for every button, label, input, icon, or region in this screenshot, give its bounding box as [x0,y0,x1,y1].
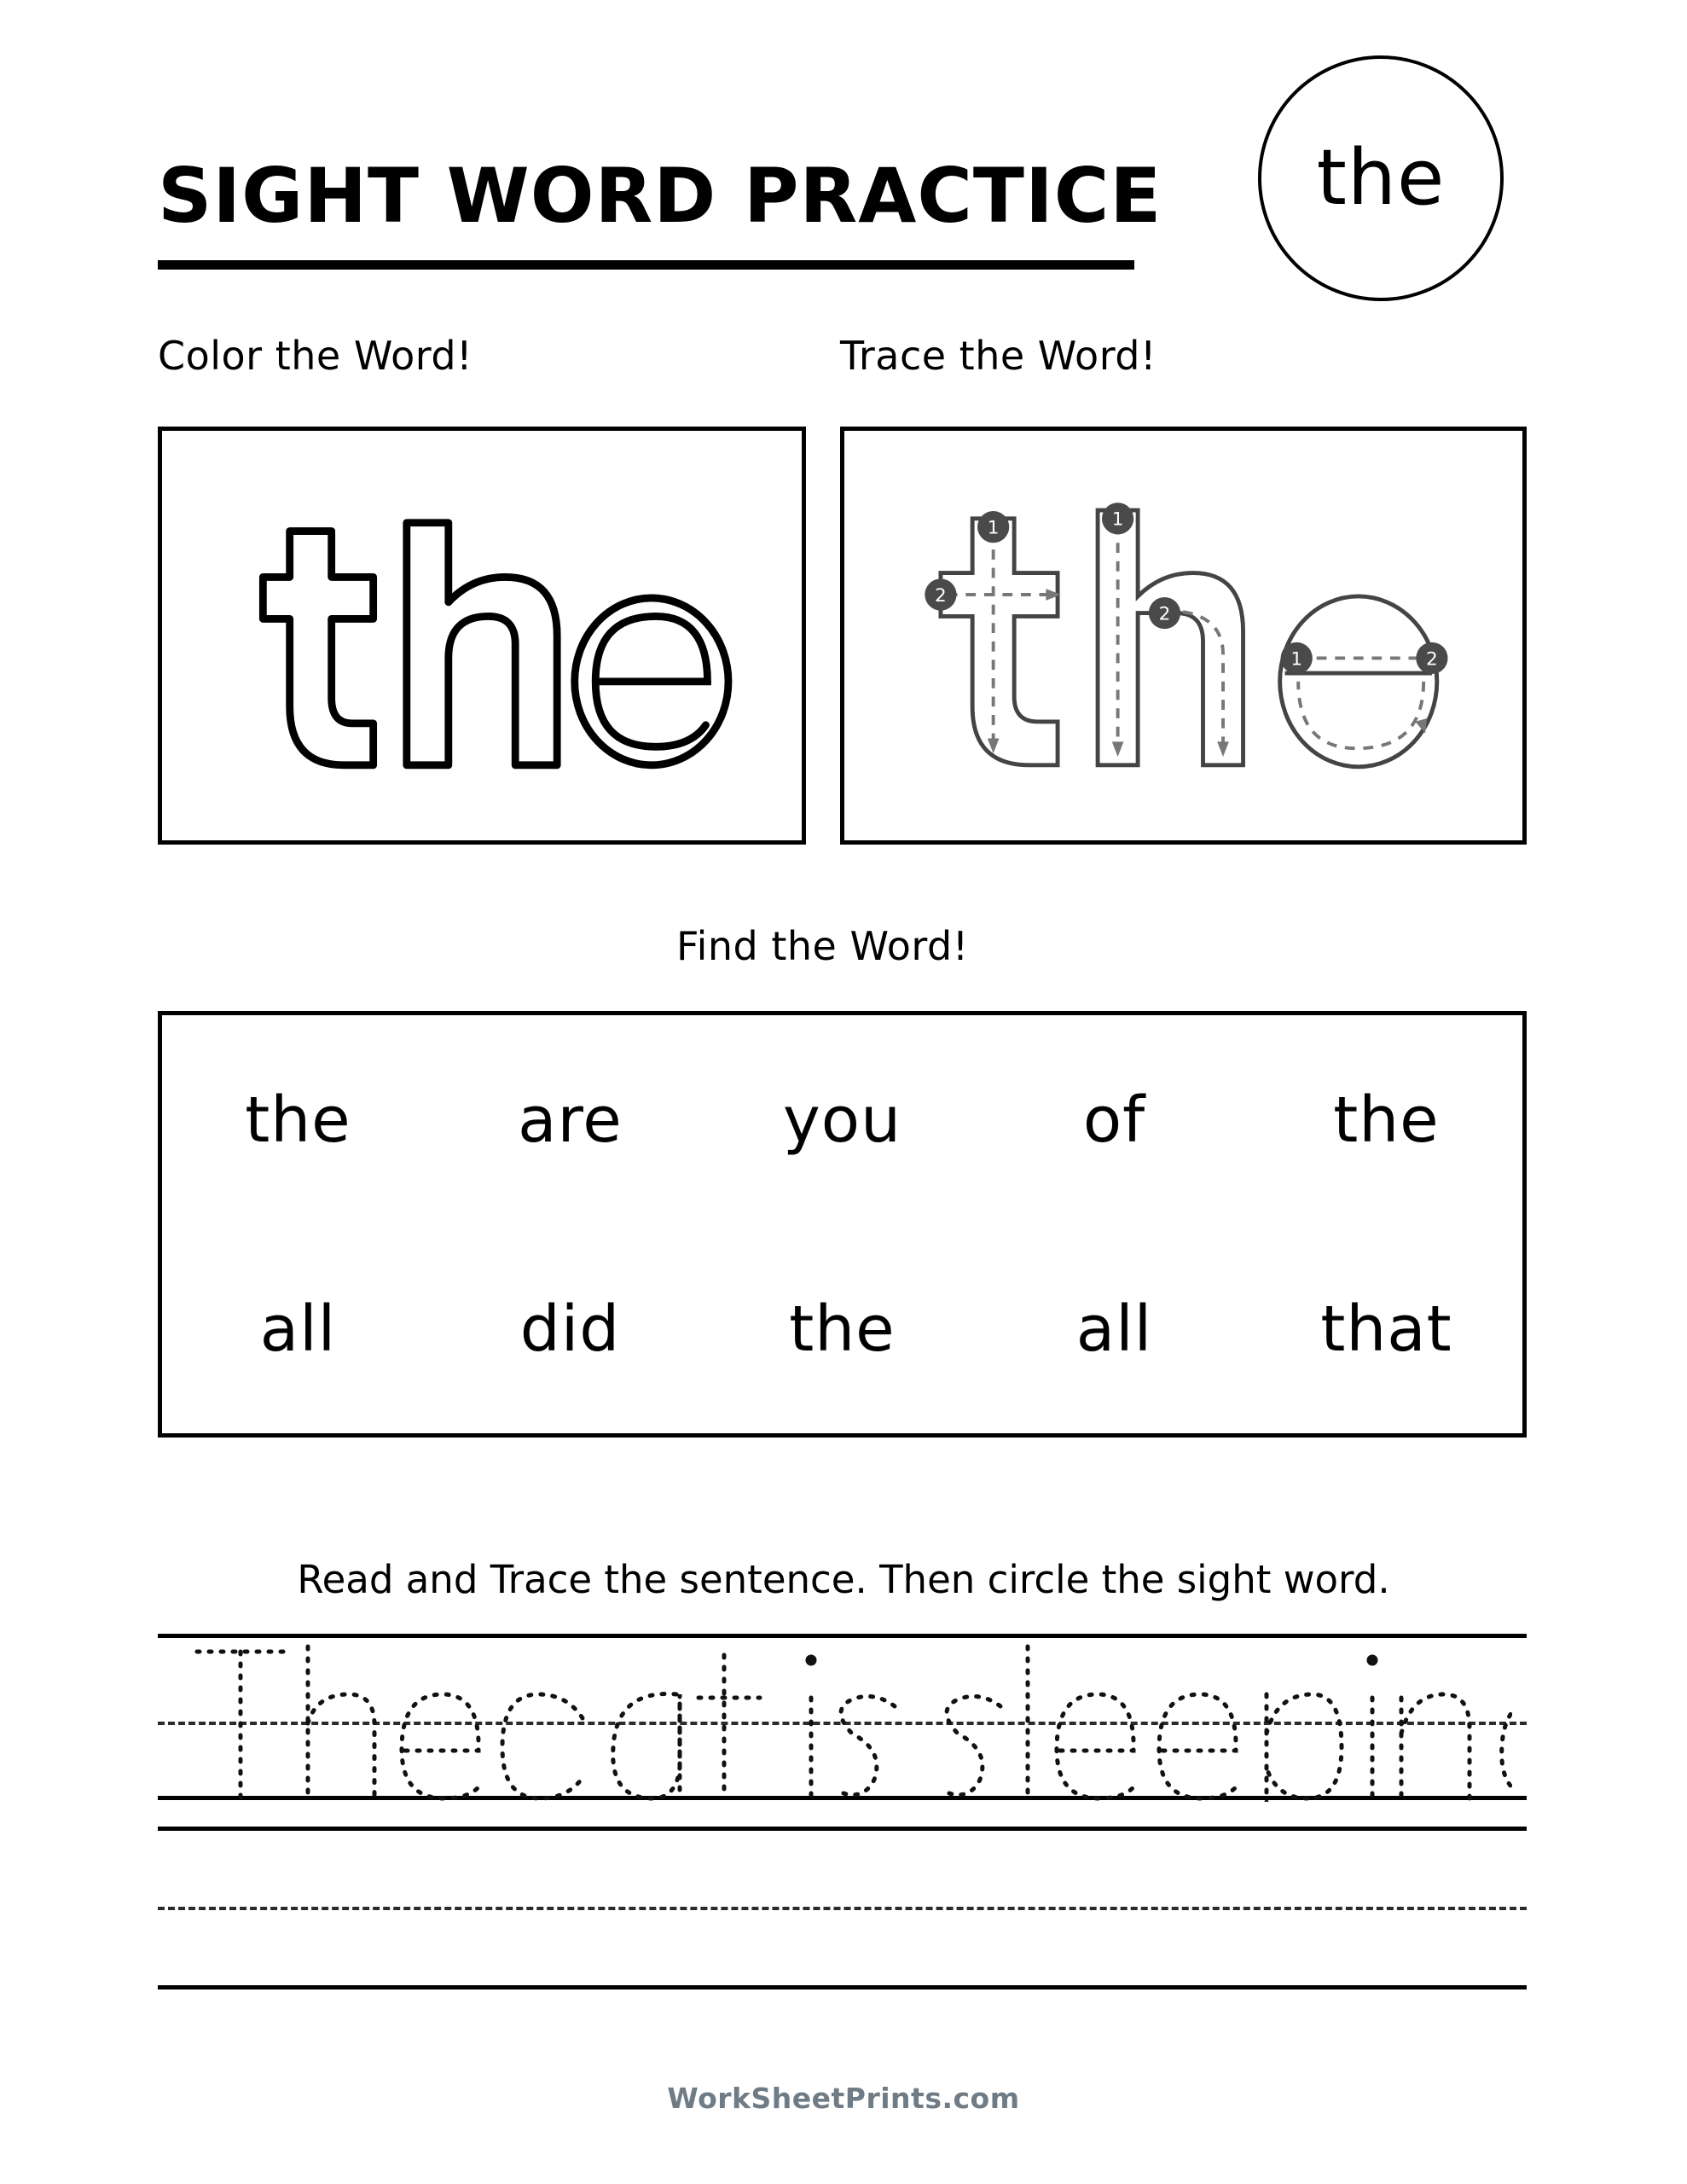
trace-the-word-box[interactable] [840,427,1527,845]
word-search-grid [162,1015,1522,1433]
word-cell[interactable]: are [518,1083,623,1157]
svg-text:2: 2 [935,584,947,607]
sight-word-badge [1258,55,1504,301]
svg-text:2: 2 [1158,603,1171,625]
word-cell[interactable]: you [783,1083,901,1157]
rule-line-baseline-2 [158,1985,1527,1989]
svg-text:1: 1 [1290,648,1303,671]
dotted-trace-word [844,431,1522,840]
handwriting-lines[interactable] [158,1634,1527,1992]
footer-credit[interactable]: WorkSheetPrints.com [667,2082,1020,2115]
word-cell[interactable]: that [1320,1292,1452,1366]
page-title: SIGHT WORD PRACTICE [158,152,1162,240]
color-the-word-box[interactable] [158,427,806,845]
find-section-label: Find the Word! [676,923,969,969]
word-cell[interactable]: of [1082,1083,1146,1157]
word-cell[interactable]: did [519,1292,621,1366]
sentence-instruction: Read and Trace the sentence. Then circle the sight word. [297,1557,1390,1602]
word-cell[interactable]: the [245,1083,351,1157]
traced-sentence [182,1640,1512,1798]
word-cell[interactable]: all [259,1292,337,1366]
rule-line-top [158,1634,1527,1638]
word-cell[interactable]: the [789,1292,896,1366]
color-section-label: Color the Word! [158,333,473,379]
rule-line-top-2 [158,1827,1527,1831]
hollow-outline-word [162,431,802,840]
worksheet-header [158,102,1531,324]
word-cell[interactable]: the [1333,1083,1440,1157]
word-cell[interactable]: all [1075,1292,1153,1366]
find-the-word-box[interactable] [158,1011,1527,1438]
svg-text:1: 1 [1111,508,1124,531]
svg-text:1: 1 [987,517,1000,539]
title-underline [158,260,1134,270]
sight-word-badge-label: the [1316,133,1446,223]
rule-line-mid-dashed-2 [158,1907,1527,1910]
trace-section-label: Trace the Word! [840,333,1157,379]
svg-text:2: 2 [1426,648,1438,671]
